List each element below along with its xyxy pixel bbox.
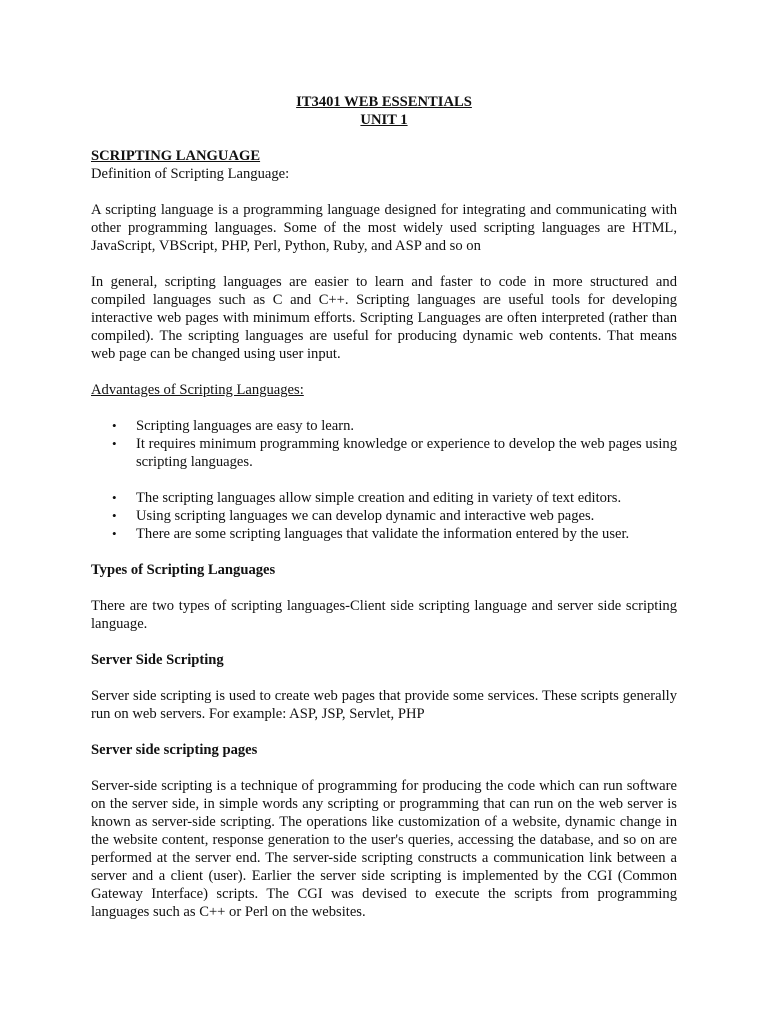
- list-item: [91, 507, 677, 525]
- unit-title: UNIT 1: [360, 112, 408, 128]
- list-item: [91, 489, 677, 507]
- bullet-icon: •: [112, 508, 117, 523]
- advantages-list-2: [91, 489, 677, 543]
- definition-label: Definition of Scripting Language:: [91, 166, 290, 182]
- server-pages-heading: Server side scripting pages: [91, 742, 258, 758]
- list-item: [91, 417, 677, 435]
- server-side-heading: Server Side Scripting: [91, 652, 224, 668]
- server-pages-paragraph: Server-side scripting is a technique of programming for producing the code which can run software on the server side, in simple words any scripting or programming that can run on the web server is known as server-side scripting. The operations like customization of a website, dynamic change in the website content, response generation to the user's queries, accessing the database, and so on are performed at the server end. The server-side scripting constructs a communication link between a server and a client (user). Earlier the server side scripting is implemented by the CGI (Common Gateway Interface) scripts. The CGI was devised to execute the scripts from programming languages such as C++ or Perl on the websites.: [91, 778, 677, 920]
- server-side-paragraph: Server side scripting is used to create web pages that provide some services. These scripts generally run on web servers. For example: ASP, JSP, Servlet, PHP: [91, 688, 677, 722]
- types-paragraph: There are two types of scripting languages-Client side scripting language and server side scripting language.: [91, 598, 677, 632]
- bullet-icon: •: [112, 526, 117, 541]
- types-heading: Types of Scripting Languages: [91, 562, 276, 578]
- advantages-heading: Advantages of Scripting Languages:: [91, 382, 304, 398]
- list-item: [91, 525, 677, 543]
- bullet-icon: •: [112, 490, 117, 505]
- bullet-icon: •: [112, 418, 117, 433]
- bullet-icon: •: [112, 436, 117, 451]
- section-heading: SCRIPTING LANGUAGE: [91, 148, 261, 164]
- list-item: [91, 435, 677, 471]
- list-item-text: It requires minimum programming knowledge or experience to develop the web pages using scripting languages.: [136, 436, 677, 470]
- list-item-text: Using scripting languages we can develop dynamic and interactive web pages.: [136, 508, 595, 524]
- paragraph-definition: A scripting language is a programming language designed for integrating and communicating with other programming languages. Some of the most widely used scripting languages are HTML, JavaScript, VBScript, PHP, Perl, Python, Ruby, and ASP and so on: [91, 202, 677, 254]
- list-item-text: There are some scripting languages that validate the information entered by the user.: [136, 526, 630, 542]
- advantages-list-1: [91, 417, 677, 471]
- list-item-text: The scripting languages allow simple creation and editing in variety of text editors.: [136, 490, 622, 506]
- document-page: [91, 93, 677, 921]
- course-title: IT3401 WEB ESSENTIALS: [296, 94, 472, 110]
- list-item-text: Scripting languages are easy to learn.: [136, 418, 355, 434]
- paragraph-general: In general, scripting languages are easier to learn and faster to code in more structured and compiled languages such as C and C++. Scripting languages are useful tools for developing interactive web pages with minimum efforts. Scripting Languages are often interpreted (rather than compiled). The scripting languages are useful for producing dynamic web contents. That means web page can be changed using user input.: [91, 274, 677, 362]
